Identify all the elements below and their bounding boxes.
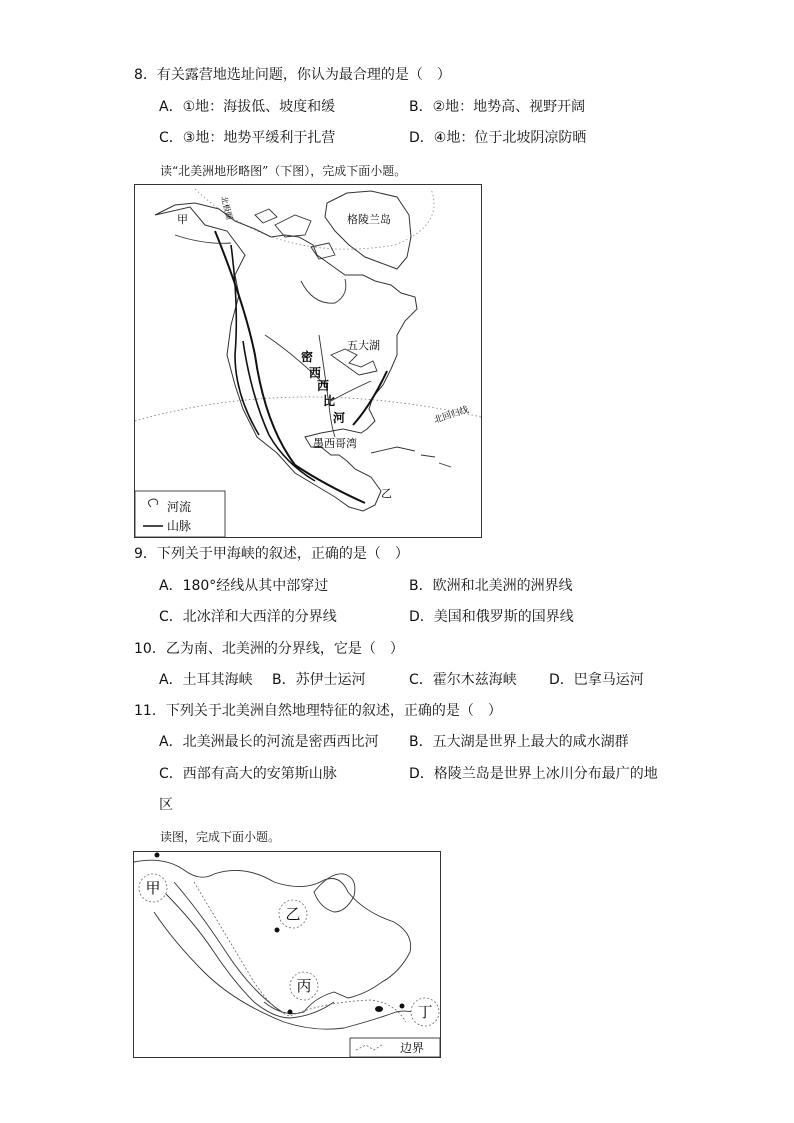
label-xi2: 西 [317,379,330,393]
point-jia [155,853,160,858]
label-bi: 比 [323,394,336,408]
q11-option-a[interactable]: A．北美洲最长的河流是密西西比河 [159,734,379,750]
q9-option-a[interactable]: A．180°经线从其中部穿过 [159,578,329,594]
arctic-islands [255,209,335,259]
appalachian-mountains [353,371,387,425]
q9-stem: 9．下列关于甲海峡的叙述，正确的是（ ） [134,546,409,562]
land-outline [155,203,417,511]
label-gulf: 墨西哥湾 [313,437,357,450]
label-ding: 丁 [417,1003,433,1021]
great-lakes [331,349,377,375]
q8-option-a[interactable]: A．①地：海拔低、坡度和缓 [159,99,336,115]
label-yi: 乙 [285,905,301,923]
arabia-map [133,851,441,1058]
label-bing: 丙 [296,977,312,995]
point-ding [400,1004,405,1009]
label-great-lakes: 五大湖 [347,339,380,352]
label-yi: 乙 [381,487,392,500]
north-america-map [134,184,482,538]
hudson-bay [301,279,346,303]
caribbean-islands [371,447,451,467]
legend-mountain: 山脉 [167,519,192,533]
q11-option-c[interactable]: C．西部有高大的安第斯山脉 [159,766,337,782]
q8-option-c[interactable]: C．③地：地势平缓利于扎营 [159,130,336,146]
label-tropic: 北回归线 [432,405,471,426]
q8-stem: 8．有关露营地选址问题，你认为最合理的是（ ） [134,67,451,83]
ohio-river [331,381,371,401]
point-bing [288,1010,293,1015]
q8-option-d[interactable]: D．④地：位于北坡阴凉防晒 [409,130,587,146]
q11-option-d-cont: 区 [159,797,173,813]
island-mark [375,1006,383,1012]
legend-box [350,1038,440,1057]
yukon-river [175,235,231,243]
label-he: 河 [333,411,346,425]
point-yi [275,928,280,933]
q9-option-d[interactable]: D．美国和俄罗斯的国界线 [409,609,574,625]
q10-option-d[interactable]: D．巴拿马运河 [549,672,644,688]
label-xi1: 西 [309,366,322,380]
greenland-outline [325,191,411,269]
q9-option-b[interactable]: B．欧洲和北美洲的洲界线 [409,578,573,594]
q9-option-c[interactable]: C．北冰洋和大西洋的分界线 [159,609,337,625]
q10-option-a[interactable]: A．土耳其海峡 [159,672,253,688]
tropic-line [135,397,481,421]
q10-stem: 10．乙为南、北美洲的分界线，它是（ ） [134,641,404,657]
q10-option-b[interactable]: B．苏伊士运河 [272,672,366,688]
instruction-map1: 读“北美洲地形略图”（下图），完成下面小题。 [160,164,407,178]
q11-stem: 11．下列关于北美洲自然地理特征的叙述，正确的是（ ） [134,703,502,719]
instruction-map2: 读图，完成下面小题。 [160,830,281,844]
q11-option-d[interactable]: D．格陵兰岛是世界上冰川分布最广的地 [409,766,658,782]
legend-border: 边界 [400,1041,425,1055]
label-arctic: 北极圈 [219,195,234,221]
label-jia: 甲 [177,213,188,226]
label-jia: 甲 [145,879,161,897]
q11-option-b[interactable]: B．五大湖是世界上最大的咸水湖群 [409,734,629,750]
label-mi: 密 [301,350,314,364]
legend-river: 河流 [167,500,192,514]
coastline-africa [154,912,434,1029]
q8-option-b[interactable]: B．②地：地势高、视野开阔 [409,99,586,115]
label-greenland: 格陵兰岛 [347,213,391,226]
q10-option-c[interactable]: C．霍尔木兹海峡 [409,672,517,688]
